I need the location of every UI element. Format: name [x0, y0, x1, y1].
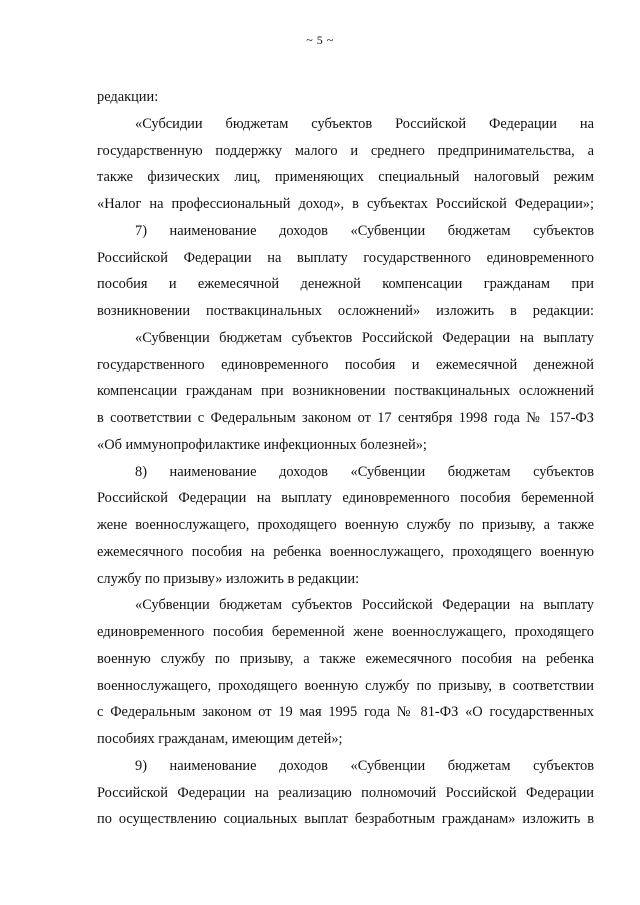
- text-line: редакции:: [97, 89, 159, 105]
- text-line: также физических лиц, применяющих специальный налоговый режим: [97, 169, 594, 186]
- text-line: пособиях гражданам, имеющим детей»;: [97, 731, 343, 747]
- text-line: 8) наименование доходов «Субвенции бюджетам субъектов: [135, 463, 594, 480]
- text-line: компенсации гражданам при возникновении поствакцинальных осложнений: [97, 383, 594, 400]
- text-line: единовременного пособия беременной жене военнослужащего, проходящего: [97, 624, 594, 640]
- text-line: 9) наименование доходов «Субвенции бюджетам субъектов: [135, 757, 594, 774]
- text-line: Российской Федерации на выплату единовременного пособия беременной: [97, 490, 594, 507]
- text-line: «Об иммунопрофилактике инфекционных болезней»;: [97, 436, 427, 453]
- text-line: военную службу по призыву, а также ежемесячного пособия на ребенка: [97, 650, 594, 667]
- text-line: «Субвенции бюджетам субъектов Российской Федерации на выплату: [135, 329, 594, 346]
- text-line: Российской Федерации на реализацию полномочий Российской Федерации: [97, 784, 594, 801]
- text-line: пособия и ежемесячной денежной компенсации гражданам при: [97, 276, 594, 293]
- text-line: Российской Федерации на выплату государственного единовременного: [97, 249, 594, 266]
- text-line: службу по призыву» изложить в редакции:: [97, 570, 360, 587]
- text-line: «Налог на профессиональный доход», в субъектах Российской Федерации»;: [97, 196, 594, 212]
- body-text: [97, 84, 594, 833]
- text-line: в соответствии с Федеральным законом от 17 сентября 1998 года № 157-ФЗ: [97, 410, 594, 426]
- text-line: жене военнослужащего, проходящего военную службу по призыву, а также: [97, 517, 594, 533]
- text-line: государственного единовременного пособия и ежемесячной денежной: [97, 356, 594, 373]
- text-line: с Федеральным законом от 19 мая 1995 года № 81-ФЗ «О государственных: [97, 704, 594, 721]
- text-line: «Субвенции бюджетам субъектов Российской Федерации на выплату: [135, 597, 594, 614]
- text-line: по осуществлению социальных выплат безработным гражданам» изложить в: [97, 811, 594, 828]
- text-line: ежемесячного пособия на ребенка военнослужащего, проходящего военную: [97, 543, 594, 560]
- text-line: государственную поддержку малого и среднего предпринимательства, а: [97, 142, 594, 159]
- text-line: возникновении поствакцинальных осложнений» изложить в редакции:: [97, 303, 594, 319]
- text-line: «Субсидии бюджетам субъектов Российской Федерации на: [135, 115, 594, 132]
- page-number: ~ 5 ~: [306, 33, 334, 47]
- text-line: военнослужащего, проходящего военную службу по призыву, в соответствии: [97, 677, 594, 694]
- text-line: 7) наименование доходов «Субвенции бюджетам субъектов: [135, 222, 594, 239]
